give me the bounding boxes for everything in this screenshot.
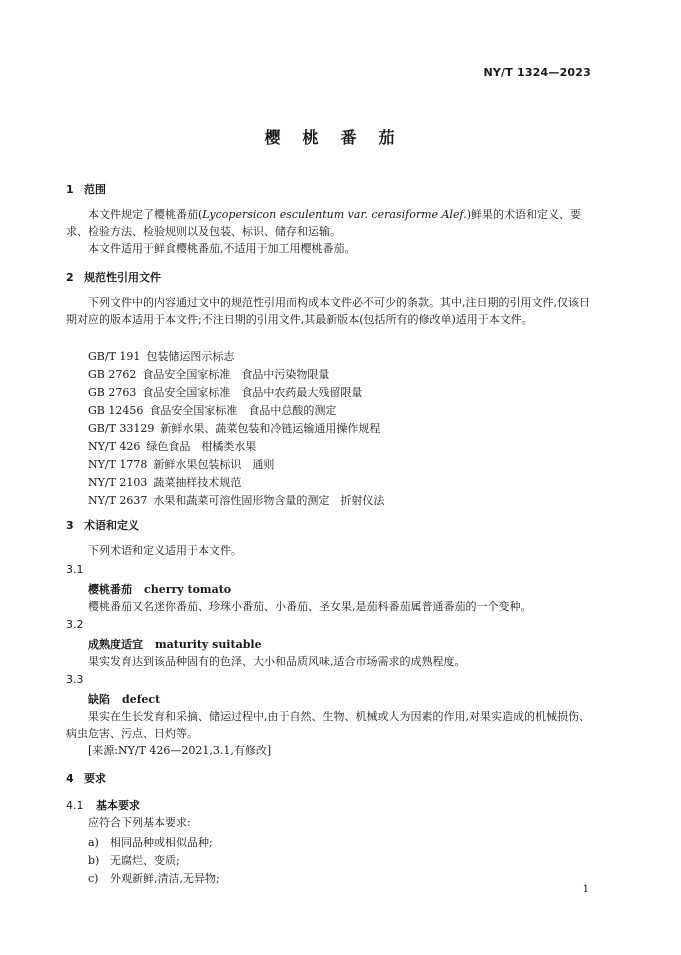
reference-item xyxy=(88,456,274,472)
term-heading xyxy=(88,691,160,707)
reference-code: GB/T 33129 xyxy=(88,422,155,435)
term-definition: 樱桃番茄又名迷你番茄、珍珠小番茄、小番茄、圣女果,是茄科番茄属普通番茄的一个变种。 xyxy=(88,600,532,613)
reference-code: NY/T 426 xyxy=(88,440,141,453)
list-marker: a) xyxy=(88,836,99,849)
page-number: 1 xyxy=(582,884,589,895)
normative-references-intro: 下列文件中的内容通过文中的规范性引用而构成本文件必不可少的条款。其中,注日期的引用文件,仅该日期对应的版本适用于本文件;不注日期的引用文件,其最新版本(包括所有的修改单)适用于本文件。 xyxy=(66,296,590,326)
reference-code: GB 12456 xyxy=(88,404,144,417)
section-title: 规范性引用文件 xyxy=(84,271,161,284)
list-text: 相同品种或相似品种; xyxy=(110,836,213,849)
list-text: 无腐烂、变质; xyxy=(110,854,180,867)
list-marker: b) xyxy=(88,854,100,867)
term-heading xyxy=(88,636,262,652)
term-heading xyxy=(88,581,231,597)
standard-code: NY/T 1324—2023 xyxy=(483,66,591,79)
section-3-heading xyxy=(66,517,139,533)
term-en: cherry tomato xyxy=(144,583,232,596)
term-en: maturity suitable xyxy=(155,638,262,651)
reference-title: 食品安全国家标准 食品中污染物限量 xyxy=(142,368,330,381)
scope-text-pre: 本文件规定了樱桃番茄( xyxy=(88,208,203,221)
reference-code: NY/T 2637 xyxy=(88,494,148,507)
terms-intro: 下列术语和定义适用于本文件。 xyxy=(88,544,242,557)
reference-code: GB/T 191 xyxy=(88,350,141,363)
term-definition: 果实在生长发育和采摘、储运过程中,由于自然、生物、机械或人为因素的作用,对果实造成的机械损伤、病虫危害、污点、日灼等。 xyxy=(66,710,590,740)
reference-item xyxy=(88,420,380,436)
term-definition: 果实发育达到该品种固有的色泽、大小和品质风味,适合市场需求的成熟程度。 xyxy=(88,655,466,668)
basic-requirements-intro: 应符合下列基本要求: xyxy=(88,816,191,829)
reference-title: 包装储运图示标志 xyxy=(146,350,235,363)
reference-title: 水果和蔬菜可溶性固形物含量的测定 折射仪法 xyxy=(153,494,385,507)
reference-code: GB 2763 xyxy=(88,386,137,399)
reference-title: 新鲜水果包装标识 通则 xyxy=(153,458,275,471)
section-number: 2 xyxy=(66,271,74,284)
list-item xyxy=(88,834,213,850)
list-item xyxy=(88,870,220,886)
term-zh: 樱桃番茄 xyxy=(88,583,132,596)
reference-item xyxy=(88,438,256,454)
term-number: 3.1 xyxy=(66,563,84,576)
reference-title: 蔬菜抽样技术规范 xyxy=(153,476,242,489)
reference-item xyxy=(88,384,362,400)
section-title: 范围 xyxy=(84,183,106,196)
reference-code: GB 2762 xyxy=(88,368,137,381)
section-title: 要求 xyxy=(84,772,106,785)
term-zh: 成熟度适宜 xyxy=(88,638,143,651)
list-item xyxy=(88,852,180,868)
section-number: 1 xyxy=(66,183,74,196)
reference-item xyxy=(88,402,336,418)
section-4-heading xyxy=(66,770,106,786)
reference-code: NY/T 1778 xyxy=(88,458,148,471)
reference-item xyxy=(88,492,384,508)
term-en: defect xyxy=(122,693,161,706)
list-marker: c) xyxy=(88,872,99,885)
reference-code: NY/T 2103 xyxy=(88,476,148,489)
reference-title: 绿色食品 柑橘类水果 xyxy=(146,440,257,453)
term-source: [来源:NY/T 426—2021,3.1,有修改] xyxy=(88,744,272,757)
term-number: 3.3 xyxy=(66,673,84,686)
subsection-title: 基本要求 xyxy=(96,799,140,812)
scope-paragraph-1 xyxy=(66,206,594,240)
scope-text-post: )鲜果的术语和定义、要求、检验方法、检验规则以及包装、标识、储存和运输。 xyxy=(66,208,581,238)
subsection-number: 4.1 xyxy=(66,799,84,812)
term-zh: 缺陷 xyxy=(88,693,110,706)
reference-title: 新鲜水果、蔬菜包装和冷链运输通用操作规程 xyxy=(160,422,381,435)
latin-name: Lycopersicon esculentum var. cerasiforme Alef. xyxy=(202,208,467,221)
section-number: 4 xyxy=(66,772,74,785)
reference-item xyxy=(88,348,234,364)
section-2-heading xyxy=(66,269,161,285)
section-1-heading xyxy=(66,181,106,197)
reference-item xyxy=(88,366,329,382)
document-title: 樱桃番茄 xyxy=(264,128,417,147)
section-title: 术语和定义 xyxy=(84,519,139,532)
reference-item xyxy=(88,474,241,490)
reference-title: 食品安全国家标准 食品中农药最大残留限量 xyxy=(142,386,363,399)
list-text: 外观新鲜,清洁,无异物; xyxy=(110,872,220,885)
scope-paragraph-2: 本文件适用于鲜食樱桃番茄,不适用于加工用樱桃番茄。 xyxy=(88,242,356,255)
reference-title: 食品安全国家标准 食品中总酸的测定 xyxy=(149,404,337,417)
term-number: 3.2 xyxy=(66,618,84,631)
section-number: 3 xyxy=(66,519,74,532)
subsection-4-1-heading xyxy=(66,797,140,813)
